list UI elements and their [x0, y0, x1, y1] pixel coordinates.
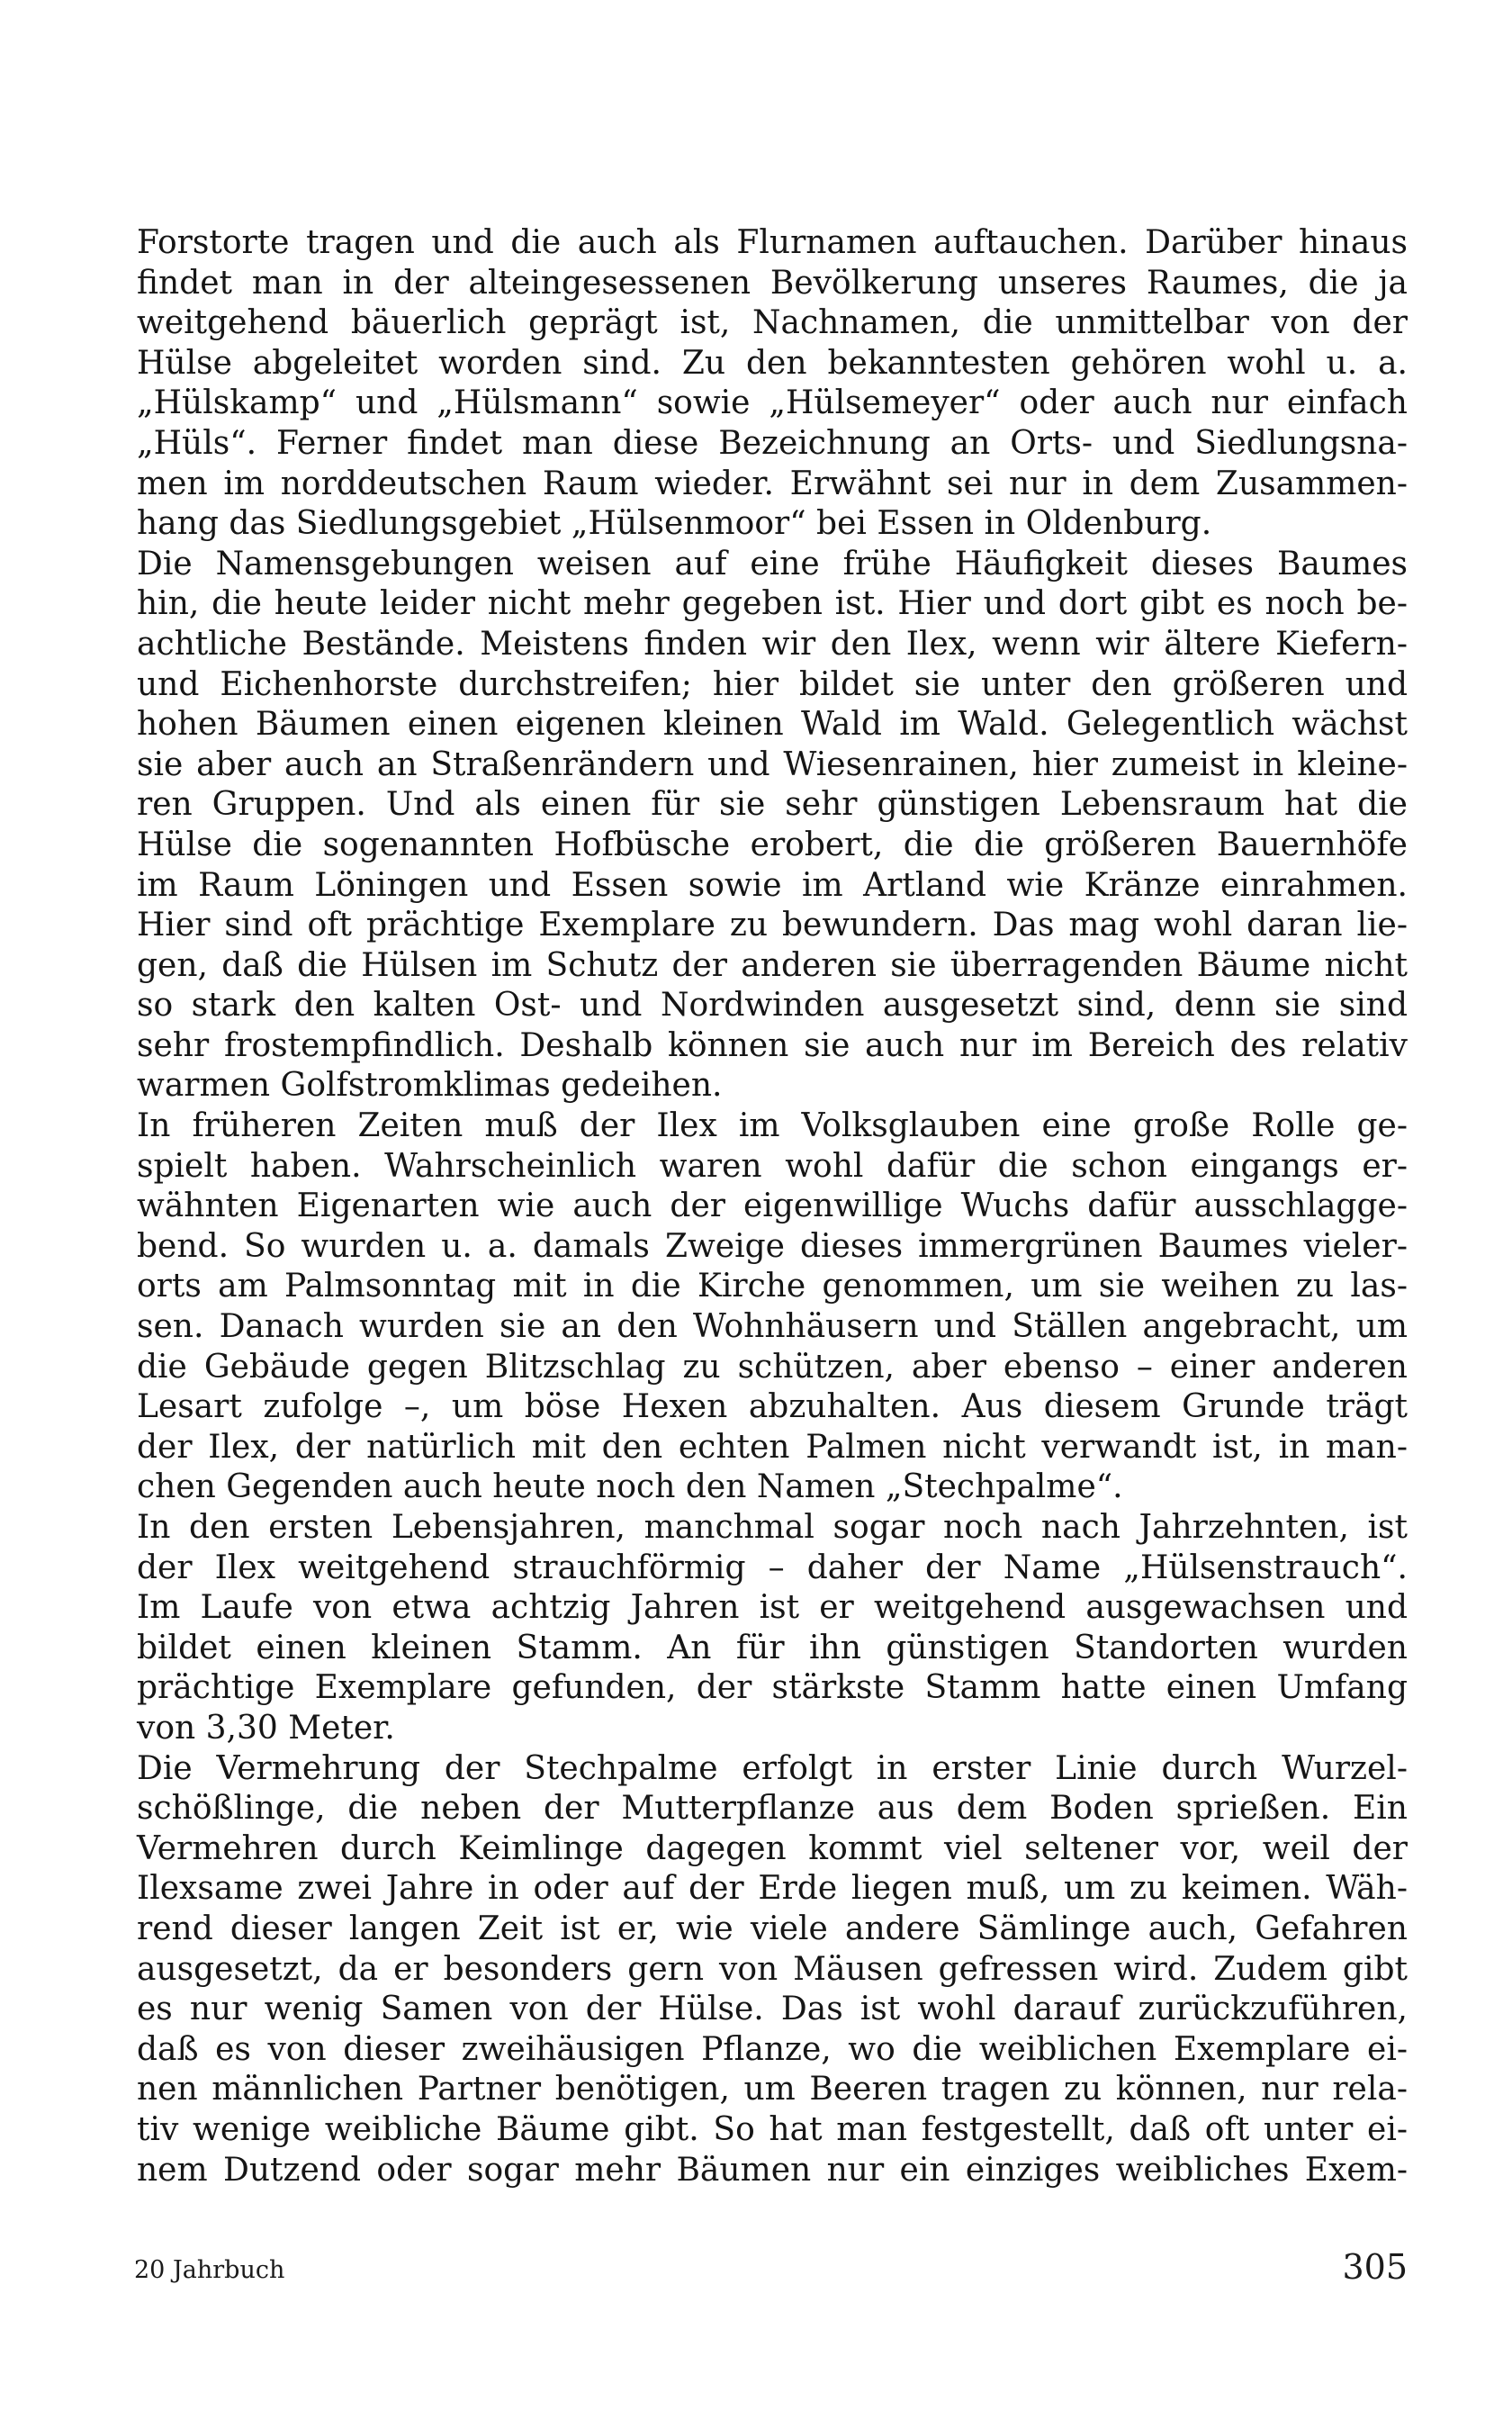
text-line: Im Laufe von etwa achtzig Jahren ist er weitgehend ausgewachsen und	[137, 1589, 1408, 1627]
text-line: bend. So wurden u. a. damals Zweige dieses immergrünen Baumes vieler-	[137, 1227, 1408, 1265]
text-line: chen Gegenden auch heute noch den Namen „Stechpalme“.	[137, 1468, 1123, 1506]
text-line: Hülse die sogenannten Hofbüsche erobert, die die größeren Bauernhöfe	[137, 826, 1408, 863]
text-line: In früheren Zeiten muß der Ilex im Volksglauben eine große Rolle ge-	[137, 1107, 1408, 1145]
text-line: die Gebäude gegen Blitzschlag zu schützen, aber ebenso – einer anderen	[137, 1348, 1408, 1386]
text-line: prächtige Exemplare gefunden, der stärkste Stamm hatte einen Umfang	[137, 1669, 1408, 1707]
text-line: „Hülskamp“ und „Hülsmann“ sowie „Hülsemeyer“ oder auch nur einfach	[137, 384, 1408, 422]
text-line: so stark den kalten Ost- und Nordwinden ausgesetzt sind, denn sie sind	[137, 987, 1408, 1025]
text-line: im Raum Löningen und Essen sowie im Artland wie Kränze einrahmen.	[137, 866, 1408, 904]
text-line: nem Dutzend oder sogar mehr Bäumen nur ein einziges weibliches Exem-	[137, 2151, 1408, 2189]
text-line: „Hüls“. Ferner findet man diese Bezeichnung an Orts- und Siedlungsna-	[137, 424, 1408, 462]
text-line: tiv wenige weibliche Bäume gibt. So hat man festgestellt, daß oft unter ei-	[137, 2110, 1408, 2148]
text-line: weitgehend bäuerlich geprägt ist, Nachnamen, die unmittelbar von der	[137, 304, 1408, 342]
text-line: Die Vermehrung der Stechpalme erfolgt in erster Linie durch Wurzel-	[137, 1749, 1408, 1787]
text-line: schößlinge, die neben der Mutterpflanze aus dem Boden sprießen. Ein	[137, 1790, 1408, 1828]
text-line: wähnten Eigenarten wie auch der eigenwillige Wuchs dafür ausschlagge-	[137, 1187, 1408, 1225]
text-line: Hier sind oft prächtige Exemplare zu bewundern. Das mag wohl daran lie-	[137, 907, 1408, 944]
text-line: rend dieser langen Zeit ist er, wie viele andere Sämlinge auch, Gefahren	[137, 1910, 1408, 1947]
text-line: findet man in der alteingesessenen Bevölkerung unseres Raumes, die ja	[137, 264, 1408, 302]
text-line: bildet einen kleinen Stamm. An für ihn günstigen Standorten wurden	[137, 1629, 1408, 1666]
text-line: hohen Bäumen einen eigenen kleinen Wald im Wald. Gelegentlich wächst	[137, 706, 1408, 744]
text-line: ren Gruppen. Und als einen für sie sehr günstigen Lebensraum hat die	[137, 786, 1408, 824]
text-line: Ilexsame zwei Jahre in oder auf der Erde liegen muß, um zu keimen. Wäh-	[137, 1870, 1408, 1908]
text-line: Forstorte tragen und die auch als Flurnamen auftauchen. Darüber hinaus	[137, 224, 1408, 261]
text-line: men im norddeutschen Raum wieder. Erwähnt sei nur in dem Zusammen-	[137, 465, 1408, 502]
text-line: und Eichenhorste durchstreifen; hier bildet sie unter den größeren und	[137, 665, 1408, 703]
text-line: gen, daß die Hülsen im Schutz der anderen sie überragenden Bäume nicht	[137, 946, 1408, 984]
text-line: Hülse abgeleitet worden sind. Zu den bekanntesten gehören wohl u. a.	[137, 344, 1408, 382]
text-line: achtliche Bestände. Meistens finden wir den Ilex, wenn wir ältere Kiefern-	[137, 625, 1408, 663]
text-line: sehr frostempfindlich. Deshalb können sie auch nur im Bereich des relativ	[137, 1026, 1408, 1064]
page-number: 305	[1342, 2247, 1408, 2287]
text-line: es nur wenig Samen von der Hülse. Das ist wohl darauf zurückzuführen,	[137, 1991, 1408, 2028]
text-line: daß es von dieser zweihäusigen Pflanze, wo die weiblichen Exemplare ei-	[137, 2030, 1408, 2068]
text-line: sen. Danach wurden sie an den Wohnhäusern und Ställen angebracht, um	[137, 1308, 1408, 1346]
text-line: nen männlichen Partner benötigen, um Beeren tragen zu können, nur rela-	[137, 2071, 1408, 2108]
text-line: orts am Palmsonntag mit in die Kirche genommen, um sie weihen zu las-	[137, 1268, 1408, 1305]
text-line: Die Namensgebungen weisen auf eine frühe Häufigkeit dieses Baumes	[137, 545, 1408, 582]
text-line: Vermehren durch Keimlinge dagegen kommt viel seltener vor, weil der	[137, 1829, 1408, 1867]
text-line: spielt haben. Wahrscheinlich waren wohl dafür die schon eingangs er-	[137, 1147, 1408, 1185]
text-line: sie aber auch an Straßenrändern und Wiesenrainen, hier zumeist in kleine-	[137, 745, 1408, 783]
text-line: der Ilex, der natürlich mit den echten Palmen nicht verwandt ist, in man-	[137, 1428, 1408, 1466]
text-line: hin, die heute leider nicht mehr gegeben ist. Hier und dort gibt es noch be-	[137, 585, 1408, 623]
text-line: von 3,30 Meter.	[137, 1709, 395, 1747]
text-line: In den ersten Lebensjahren, manchmal sogar noch nach Jahrzehnten, ist	[137, 1509, 1408, 1546]
text-line: Lesart zufolge –, um böse Hexen abzuhalten. Aus diesem Grunde trägt	[137, 1388, 1408, 1426]
text-line: der Ilex weitgehend strauchförmig – daher der Name „Hülsenstrauch“.	[137, 1549, 1408, 1586]
footer-signature: 20 Jahrbuch	[134, 2256, 285, 2284]
text-line: warmen Golfstromklimas gedeihen.	[137, 1067, 723, 1105]
text-line: hang das Siedlungsgebiet „Hülsenmoor“ bei Essen in Oldenburg.	[137, 505, 1212, 543]
page-body	[137, 223, 1408, 2190]
text-line: ausgesetzt, da er besonders gern von Mäusen gefressen wird. Zudem gibt	[137, 1950, 1408, 1988]
